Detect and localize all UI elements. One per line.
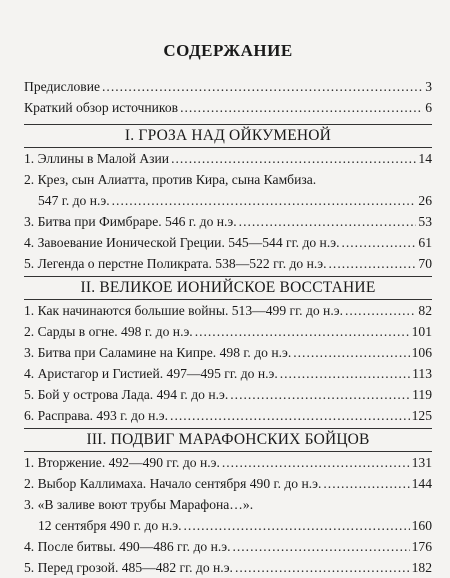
entry-label: 4. После битвы. 490—486 гг. до н.э. xyxy=(24,539,231,554)
entry-label-cont: 547 г. до н.э. xyxy=(38,193,110,208)
entry-leader-dots xyxy=(239,211,417,232)
section-title: III. ПОДВИГ МАРАФОНСКИХ БОЙЦОВ xyxy=(86,431,370,448)
toc-entry xyxy=(24,148,432,169)
section-title: I. ГРОЗА НАД ОЙКУМЕНОЙ xyxy=(124,127,332,144)
toc-entry xyxy=(24,232,432,253)
toc-section xyxy=(24,276,432,426)
entry-label: 2. Сарды в огне. 498 г. до н.э. xyxy=(24,324,193,339)
entry-leader-dots xyxy=(102,76,423,97)
toc-section xyxy=(24,428,432,578)
toc-entry xyxy=(24,452,432,473)
entry-leader-dots xyxy=(232,536,409,557)
entry-leader-dots xyxy=(293,342,409,363)
toc-entry xyxy=(24,384,432,405)
entry-leader-dots xyxy=(222,452,410,473)
toc-entry xyxy=(24,342,432,363)
entry-page: 3 xyxy=(425,79,432,94)
entry-leader-dots xyxy=(235,557,410,578)
entry-page: 82 xyxy=(418,303,432,318)
entry-leader-dots xyxy=(180,97,423,118)
section-entries xyxy=(24,148,432,274)
toc-entry xyxy=(24,300,432,321)
entry-page: 53 xyxy=(418,214,432,229)
entry-label: 1. Вторжение. 492—490 гг. до н.э. xyxy=(24,455,220,470)
entry-label: 6. Расправа. 493 г. до н.э. xyxy=(24,408,169,423)
entry-label: 1. Эллины в Малой Азии xyxy=(24,151,170,166)
toc-entry xyxy=(24,169,432,211)
entry-page: 144 xyxy=(411,476,432,491)
toc-top-entries xyxy=(24,76,432,118)
entry-label: 5. Легенда о перстне Поликрата. 538—522 гг. до н.э. xyxy=(24,256,327,271)
entry-leader-dots xyxy=(280,363,410,384)
toc-entry xyxy=(24,557,432,578)
entry-label: 5. Бой у острова Лада. 494 г. до н.э. xyxy=(24,387,229,402)
entry-leader-dots xyxy=(170,405,410,426)
entry-label: 3. «В заливе воют трубы Марафона…». xyxy=(24,497,254,512)
entry-leader-dots xyxy=(329,253,417,274)
entry-label: 4. Завоевание Ионической Греции. 545—544 гг. до н.э. xyxy=(24,235,340,250)
entry-page: 119 xyxy=(412,387,432,402)
entry-continuation xyxy=(24,190,432,211)
entry-page: 176 xyxy=(411,539,432,554)
toc-entry xyxy=(24,97,432,118)
entry-page: 6 xyxy=(425,100,432,115)
entry-leader-dots xyxy=(230,384,410,405)
entry-label: 1. Как начинаются большие войны. 513—499 гг. до н.э. xyxy=(24,303,343,318)
toc-section xyxy=(24,124,432,274)
entry-continuation xyxy=(24,515,432,536)
toc-entry xyxy=(24,405,432,426)
toc-entry xyxy=(24,536,432,557)
toc-entry xyxy=(24,253,432,274)
entry-first-line xyxy=(24,494,432,515)
entry-leader-dots xyxy=(195,321,410,342)
entry-page: 160 xyxy=(411,518,432,533)
entry-page: 125 xyxy=(411,408,432,423)
entry-page: 101 xyxy=(411,324,432,339)
entry-label: Краткий обзор источников xyxy=(24,100,179,115)
entry-leader-dots xyxy=(112,190,417,211)
section-entries xyxy=(24,300,432,426)
toc-entry xyxy=(24,473,432,494)
entry-leader-dots xyxy=(171,148,416,169)
entry-label: 3. Битва при Саламине на Кипре. 498 г. до н.э. xyxy=(24,345,292,360)
toc-entry xyxy=(24,321,432,342)
entry-label: 3. Битва при Фимбраре. 546 г. до н.э. xyxy=(24,214,237,229)
toc-entry xyxy=(24,76,432,97)
toc-entry xyxy=(24,211,432,232)
entry-page: 70 xyxy=(418,256,432,271)
section-entries xyxy=(24,452,432,578)
entry-page: 182 xyxy=(411,560,432,575)
toc-entry xyxy=(24,363,432,384)
entry-label: 2. Крез, сын Алиатта, против Кира, сына Камбиза. xyxy=(24,172,317,187)
entry-label-cont: 12 сентября 490 г. до н.э. xyxy=(38,518,182,533)
entry-leader-dots xyxy=(341,232,416,253)
entry-label: Предисловие xyxy=(24,79,101,94)
entry-label: 2. Выбор Каллимаха. Начало сентября 490 г. до н.э. xyxy=(24,476,322,491)
entry-page: 61 xyxy=(418,235,432,250)
entry-page: 131 xyxy=(411,455,432,470)
entry-page: 106 xyxy=(411,345,432,360)
entry-page: 113 xyxy=(412,366,432,381)
entry-first-line xyxy=(24,169,432,190)
toc-entry xyxy=(24,494,432,536)
entry-leader-dots xyxy=(184,515,410,536)
section-title: II. ВЕЛИКОЕ ИОНИЙСКОЕ ВОССТАНИЕ xyxy=(80,279,376,296)
entry-label: 4. Аристагор и Гистией. 497—495 гг. до н.э. xyxy=(24,366,278,381)
entry-label: 5. Перед грозой. 485—482 гг. до н.э. xyxy=(24,560,233,575)
entry-leader-dots xyxy=(323,473,409,494)
entry-page: 26 xyxy=(418,193,432,208)
toc-title: СОДЕРЖАНИЕ xyxy=(163,41,293,60)
entry-leader-dots xyxy=(345,300,416,321)
entry-page: 14 xyxy=(418,151,432,166)
